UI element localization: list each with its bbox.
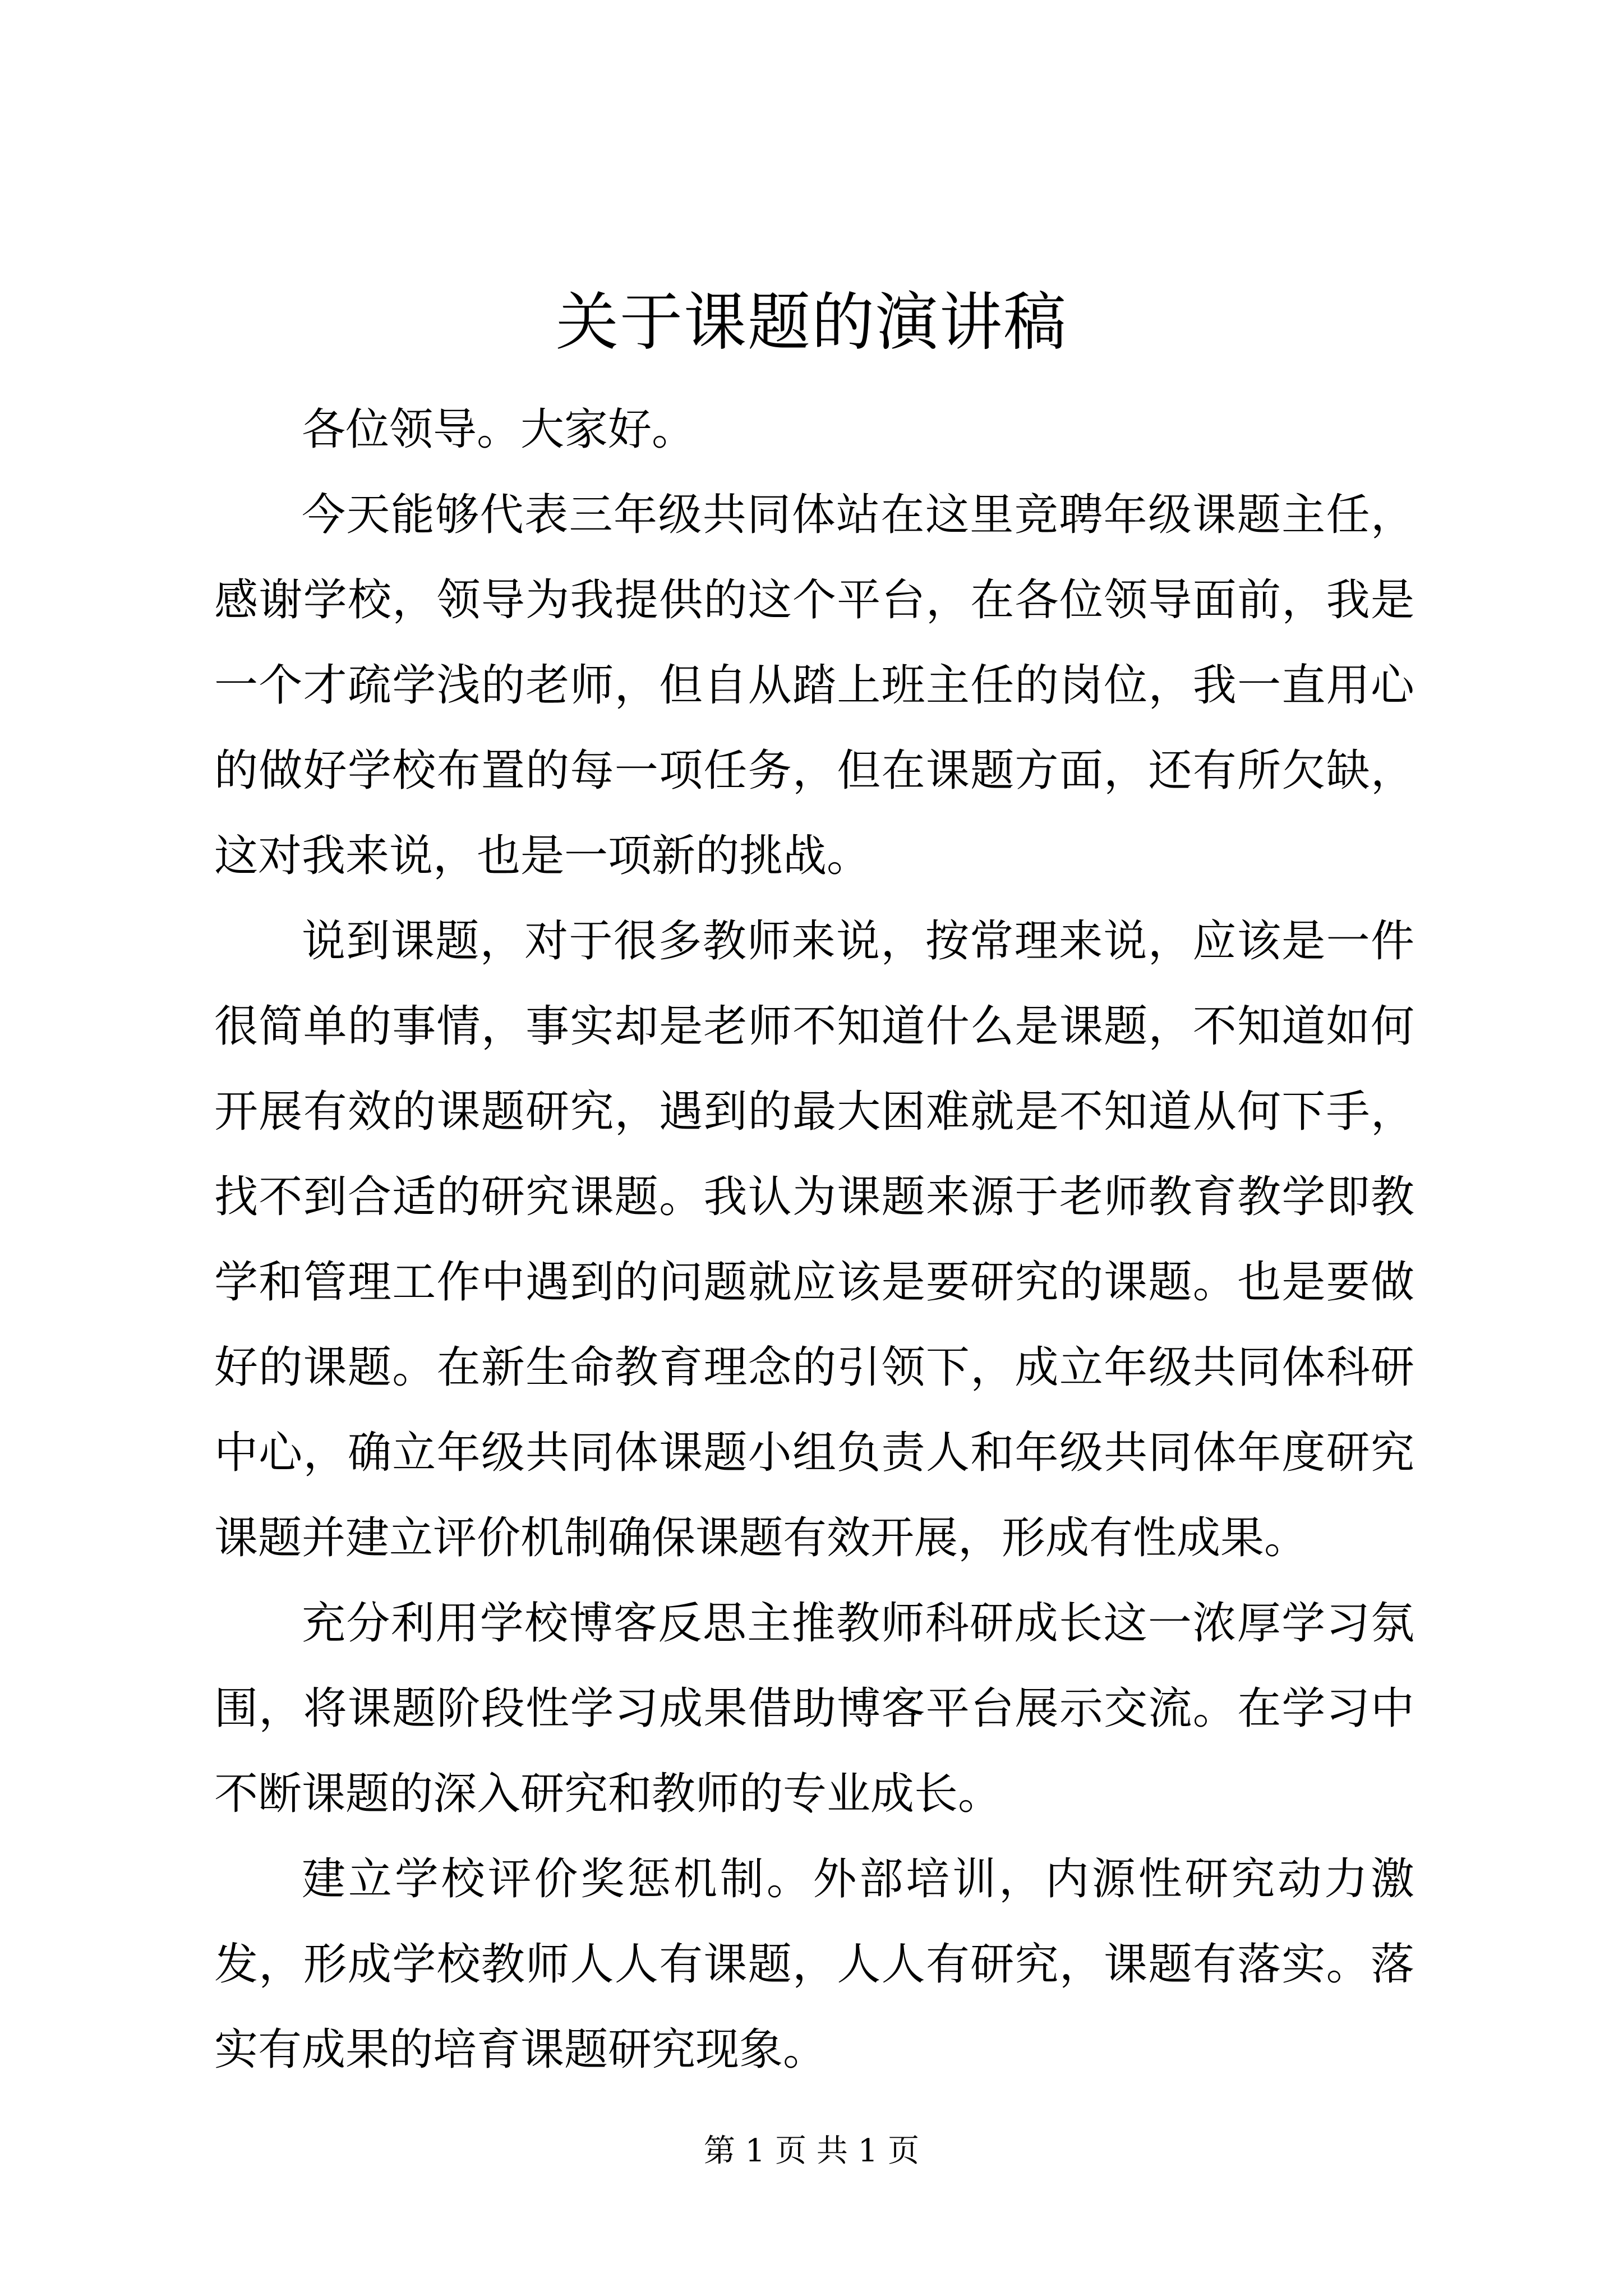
page-footer: 第 1 页 共 1 页 <box>703 2133 920 2169</box>
paragraph-evaluation-mechanism: 建立学校评价奖惩机制。外部培训，内源性研究动力激发，形成学校教师人人有课题，人人有研究，课题有落实。落实有成果的培育课题研究现象。 <box>214 1854 1414 2075</box>
paragraph-blog-platform: 充分利用学校博客反思主推教师科研成长这一浓厚学习氛围，将课题阶段性学习成果借助博客平台展示交流。在学习中不断课题的深入研究和教师的专业成长。 <box>214 1598 1414 1819</box>
document-body <box>214 387 1414 2092</box>
paragraph-topic-discussion: 说到课题，对于很多教师来说，按常理来说，应该是一件很简单的事情，事实却是老师不知道什么是课题，不知道如何开展有效的课题研究，遇到的最大困难就是不知道从何下手，找不到合适的研究课题。我认为课题来源于老师教育教学即教学和管理工作中遇到的问题就应该是要研究的课题。也是要做好的课题。在新生命教育理念的引领下，成立年级共同体科研中心，确立年级共同体课题小组负责人和年级共同体年度研究课题并建立评价机制确保课题有效开展，形成有性成果。 <box>214 916 1414 1563</box>
paragraph-greeting: 各位领导。大家好。 <box>302 404 696 455</box>
document-title: 关于课题的演讲稿 <box>556 286 1067 359</box>
paragraph-introduction: 今天能够代表三年级共同体站在这里竞聘年级课题主任，感谢学校，领导为我提供的这个平台，在各位领导面前，我是一个才疏学浅的老师，但自从踏上班主任的岗位，我一直用心的做好学校布置的每一项任务，但在课题方面，还有所欠缺，这对我来说，也是一项新的挑战。 <box>214 490 1414 881</box>
